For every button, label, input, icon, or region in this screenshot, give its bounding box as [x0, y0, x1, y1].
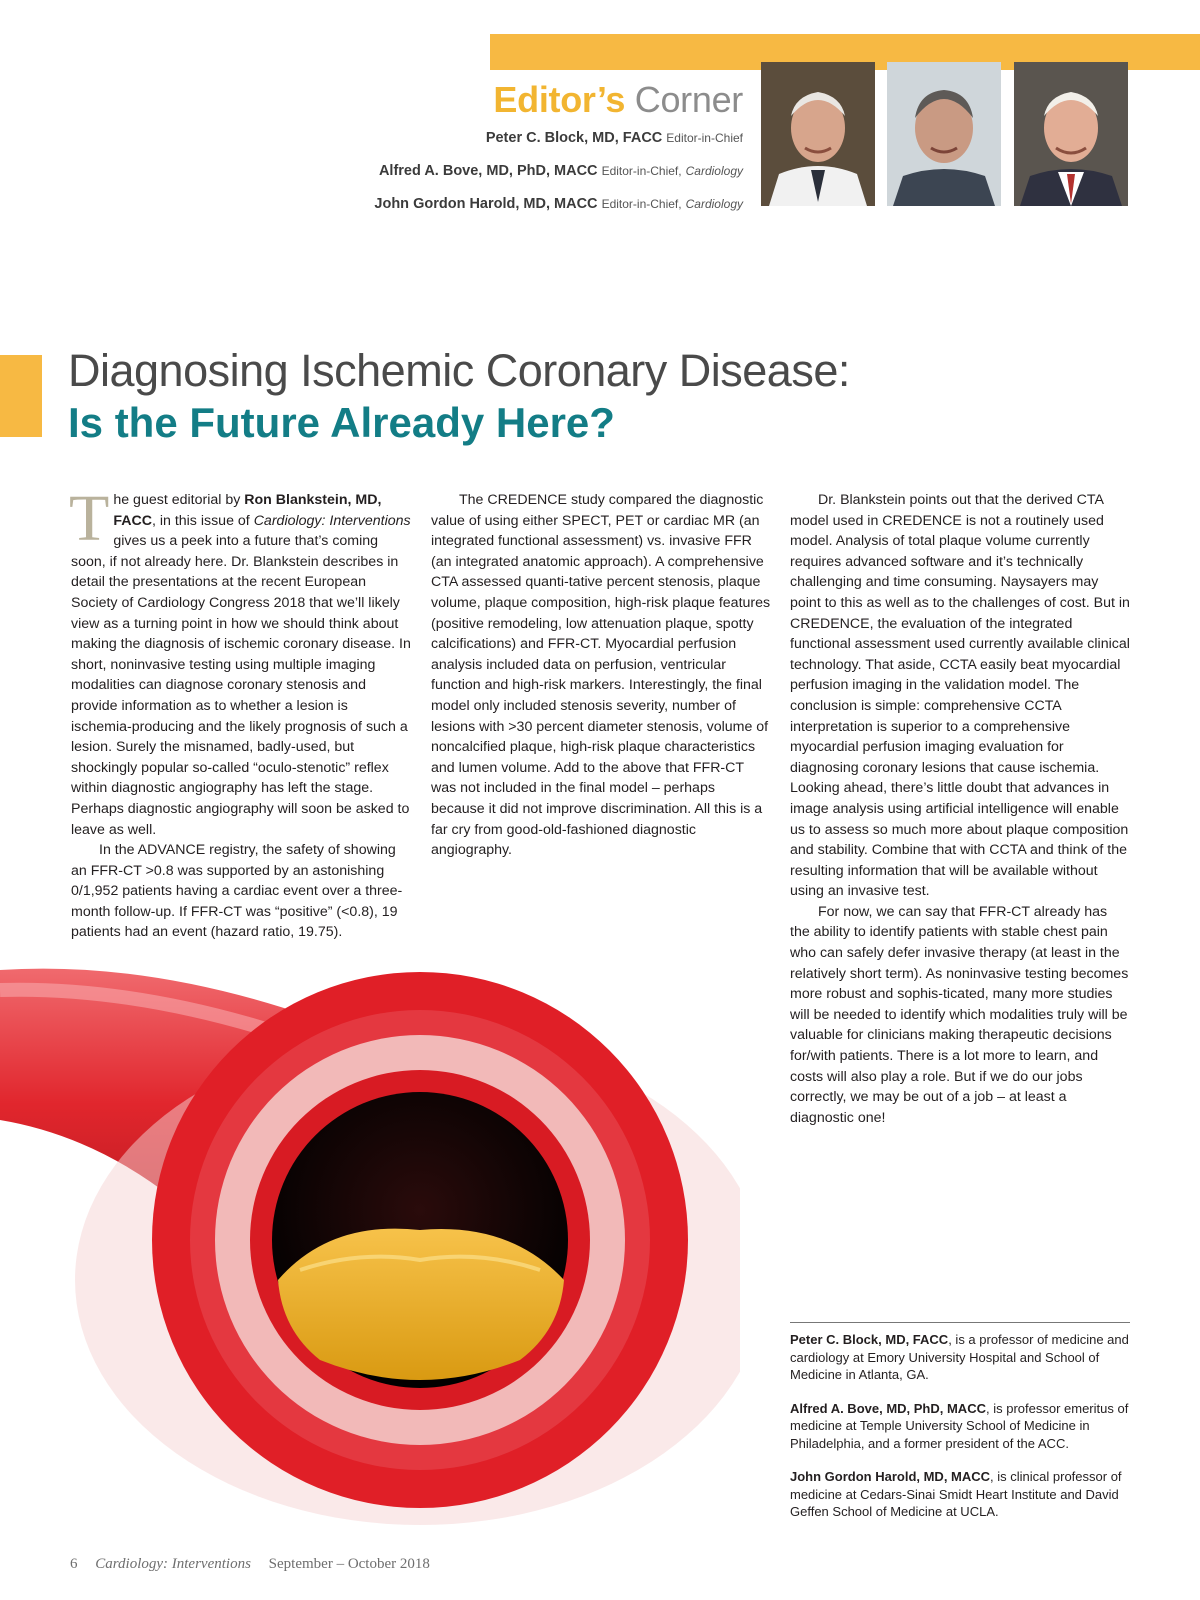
editor-credit [374, 160, 743, 182]
footer-publication: Cardiology: Interventions [95, 1556, 251, 1572]
page-number: 6 [70, 1556, 78, 1572]
bio: Peter C. Block, MD, FACC, is a professor of medicine and cardiology at Emory University Hospital and School of Medicine in Atlanta, GA. [790, 1332, 1129, 1382]
editor-role: Editor-in-Chief, [601, 197, 682, 211]
editor-publication: Cardiology [685, 164, 743, 178]
article-headline [68, 345, 1068, 449]
bio: John Gordon Harold, MD, MACC, is clinical professor of medicine at Cedars-Sinai Smidt Heart Institute and David Geffen School of Medicine at UCLA. [790, 1469, 1122, 1519]
editor-credit [374, 127, 743, 149]
editor-name: Peter C. Block, MD, FACC [485, 130, 663, 146]
editor-name: Alfred A. Bove, MD, PhD, MACC [378, 163, 598, 179]
editor-publication: Cardiology [685, 197, 743, 211]
artery-cross-section-illustration [0, 950, 740, 1530]
editors-corner-header [374, 78, 743, 215]
editor-portrait-harold [1014, 62, 1128, 206]
page-footer [70, 1556, 444, 1573]
editor-credit [374, 193, 743, 215]
paragraph: For now, we can say that FFR-CT already has the ability to identify patients with stable chest pain who can safely defer invasive therapy (at least in the relatively short term). As noninvasive testing becomes more robust and sophis-ticated, many more studies will be needed to identify which modalities truly will be valuable for clinicians making therapeutic decisions for/with patients. There is a lot more to learn, and costs will also play a role. But if we do our jobs correctly, we may be out of a job – at least a diagnostic one! [790, 903, 1129, 1126]
section-title: Editor’s Corner [493, 79, 743, 120]
paragraph: The CREDENCE study compared the diagnostic value of using either SPECT, PET or cardiac MR (an integrated functional assessment) vs. invasive FFR (an integrated anatomic approach). A comprehensive CTA assessed quanti-tative percent stenosis, plaque volume, plaque composition, high-risk plaque features (positive remodeling, low attenuation plaque, spotty calcifications) and FFR-CT. Myocardial perfusion analysis included data on perfusion, ventricular function and high-risk markers. Interestingly, the final model only included stenosis severity, number of lesions with >30 percent diameter stenosis, volume of noncalcified plaque, high-risk plaque characteristics and lumen volume. Add to the above that FFR-CT was not included in the final model – perhaps because it did not improve discrimination. All this is a far cry from good-old-fashioned diagnostic angiography. [431, 492, 771, 859]
paragraph: Dr. Blankstein points out that the derived CTA model used in CREDENCE is not a routinely used model. Analysis of total plaque volume currently requires advanced software and it’s technically challenging and time consuming. Naysayers may point to this as well as to the challenges of cost. But in CREDENCE, the evaluation of the integrated functional assessment used currently available clinical technology. That aside, CCTA easily beat myocardial perfusion imaging in the validation model. The conclusion is simple: comprehensive CCTA interpretation is superior to a comprehensive myocardial perfusion imaging evaluation for diagnosing coronary lesions that cause ischemia. Looking ahead, there’s little doubt that advances in image analysis using artificial intelligence will enable us to assess so much more about plaque composition and stability. Combine that with CCTA and think of the resulting information that will be available without using an invasive test. [790, 492, 1130, 900]
article-column-3-text [790, 490, 1130, 1128]
bio: Alfred A. Bove, MD, PhD, MACC, is professor emeritus of medicine at Temple University School of Medicine in Philadelphia, and a former president of the ACC. [790, 1400, 1129, 1451]
headline-accent-bar [0, 355, 42, 437]
headline-line-2: Is the Future Already Here? [68, 399, 615, 446]
headline-line-1: Diagnosing Ischemic Coronary Disease: [68, 345, 850, 396]
editor-name: John Gordon Harold, MD, MACC [374, 196, 598, 212]
paragraph: In the ADVANCE registry, the safety of showing an FFR-CT >0.8 was supported by an astonishing 0/1,952 patients having a cardiac event over a three-month follow-up. If FFR-CT was “positive” (<0.8), 19 patients had an event (hazard ratio, 19.75). [71, 842, 403, 941]
article-column-1 [69, 482, 411, 943]
drop-cap: T [69, 482, 110, 555]
editor-role: Editor-in-Chief, [601, 164, 682, 178]
author-bios [790, 1322, 1130, 1537]
editor-role: Editor-in-Chief [666, 131, 743, 145]
paragraph: The guest editorial by Ron Blankstein, MD, FACC, in this issue of Cardiology: Interventions gives us a peek into a future that’s coming soon, if not already here. Dr. Blankstein describes in detail the presentations at the recent European Society of Cardiology Congress 2018 that we’ll likely view as a turning point in how we should think about making the diagnosis of ischemic coronary disease. In short, noninvasive testing using multiple imaging modalities can diagnose coronary stenosis and provide information as to whether a lesion is ischemia-producing and the likely prognosis of such a lesion. Surely the misnamed, badly-used, but shockingly popular so-called “oculo-stenotic” reflex within diagnostic angiography has left the stage. Perhaps diagnostic angiography will soon be asked to leave as well. [69, 482, 411, 838]
footer-date: September – October 2018 [268, 1556, 430, 1572]
article-column-2-text [431, 490, 771, 861]
editor-portrait-bove [887, 62, 1001, 206]
editor-portrait-block [761, 62, 875, 206]
